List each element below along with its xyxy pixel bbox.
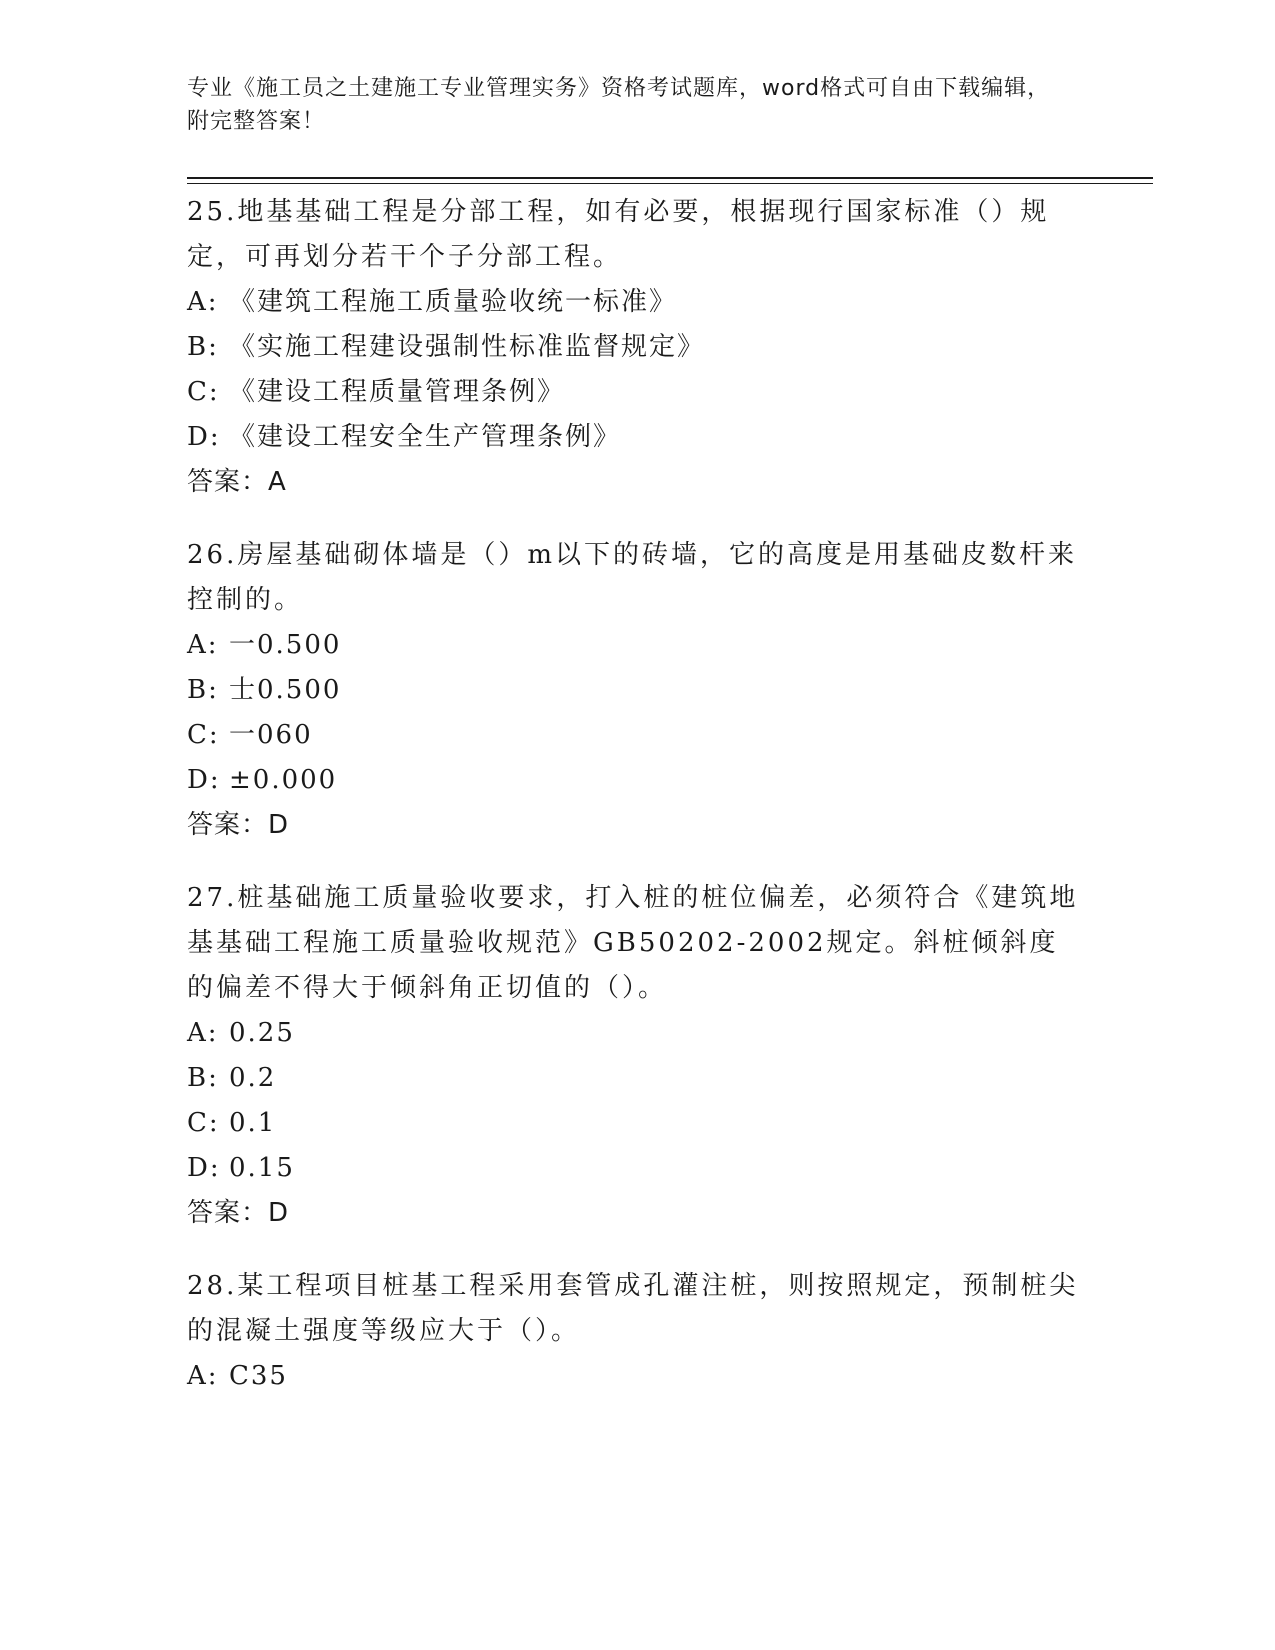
option-text: 《建设工程质量管理条例》 bbox=[229, 377, 566, 407]
option-letter: B: bbox=[187, 675, 219, 705]
option-letter: C: bbox=[187, 1108, 220, 1138]
header-rule-thin bbox=[187, 183, 1153, 184]
option-d bbox=[187, 758, 1087, 803]
option-c bbox=[187, 1101, 1087, 1146]
question-stem: 27.桩基础施工质量验收要求，打入桩的桩位偏差，必须符合《建筑地基基础工程施工质量验收规范》GB50202-2002规定。斜桩倾斜度的偏差不得大于倾斜角正切值的（）。 bbox=[187, 883, 1079, 1003]
option-text: 一060 bbox=[229, 720, 313, 750]
answer-line: 答案：D bbox=[187, 1198, 290, 1228]
option-letter: B: bbox=[187, 1063, 219, 1093]
option-letter: B: bbox=[187, 332, 219, 362]
answer-line: 答案：D bbox=[187, 810, 290, 840]
option-letter: A: bbox=[187, 1018, 219, 1048]
question-28 bbox=[187, 1262, 1087, 1399]
question-stem: 28.某工程项目桩基工程采用套管成孔灌注桩，则按照规定，预制桩尖的混凝土强度等级应大于（）。 bbox=[187, 1271, 1079, 1346]
option-text: 0.1 bbox=[229, 1108, 277, 1138]
question-27 bbox=[187, 874, 1087, 1236]
option-a bbox=[187, 1354, 1087, 1399]
option-text: C35 bbox=[229, 1361, 288, 1391]
option-a bbox=[187, 1011, 1087, 1056]
document-header: 专业《施工员之土建施工专业管理实务》资格考试题库，word格式可自由下载编辑，附完整答案！ bbox=[187, 76, 1051, 134]
option-b bbox=[187, 668, 1087, 713]
option-text: 0.25 bbox=[229, 1018, 295, 1048]
question-stem: 26.房屋基础砌体墙是（）m以下的砖墙，它的高度是用基础皮数杆来控制的。 bbox=[187, 540, 1078, 615]
option-letter: D: bbox=[187, 765, 221, 795]
option-text: 一0.500 bbox=[229, 630, 342, 660]
header-rule-thick bbox=[187, 177, 1153, 179]
option-letter: A: bbox=[187, 630, 219, 660]
option-b bbox=[187, 325, 1087, 370]
option-text: ±0.000 bbox=[229, 765, 338, 795]
option-letter: C: bbox=[187, 377, 220, 407]
option-a bbox=[187, 623, 1087, 668]
option-letter: D: bbox=[187, 1153, 221, 1183]
answer-line: 答案：A bbox=[187, 467, 287, 497]
option-d bbox=[187, 1146, 1087, 1191]
option-letter: D: bbox=[187, 422, 221, 452]
option-text: 《实施工程建设强制性标准监督规定》 bbox=[229, 332, 706, 362]
option-text: 0.2 bbox=[229, 1063, 277, 1093]
option-letter: A: bbox=[187, 1361, 219, 1391]
option-letter: A: bbox=[187, 287, 219, 317]
option-c bbox=[187, 713, 1087, 758]
option-b bbox=[187, 1056, 1087, 1101]
question-25 bbox=[187, 188, 1087, 505]
option-text: 《建设工程安全生产管理条例》 bbox=[229, 422, 622, 452]
question-list bbox=[187, 188, 1087, 1425]
option-text: 《建筑工程施工质量验收统一标准》 bbox=[229, 287, 678, 317]
option-a bbox=[187, 280, 1087, 325]
option-text: 士0.500 bbox=[229, 675, 342, 705]
question-26 bbox=[187, 531, 1087, 848]
option-text: 0.15 bbox=[229, 1153, 295, 1183]
option-d bbox=[187, 415, 1087, 460]
option-c bbox=[187, 370, 1087, 415]
option-letter: C: bbox=[187, 720, 220, 750]
question-stem: 25.地基基础工程是分部工程，如有必要，根据现行国家标准（）规定，可再划分若干个子分部工程。 bbox=[187, 197, 1050, 272]
